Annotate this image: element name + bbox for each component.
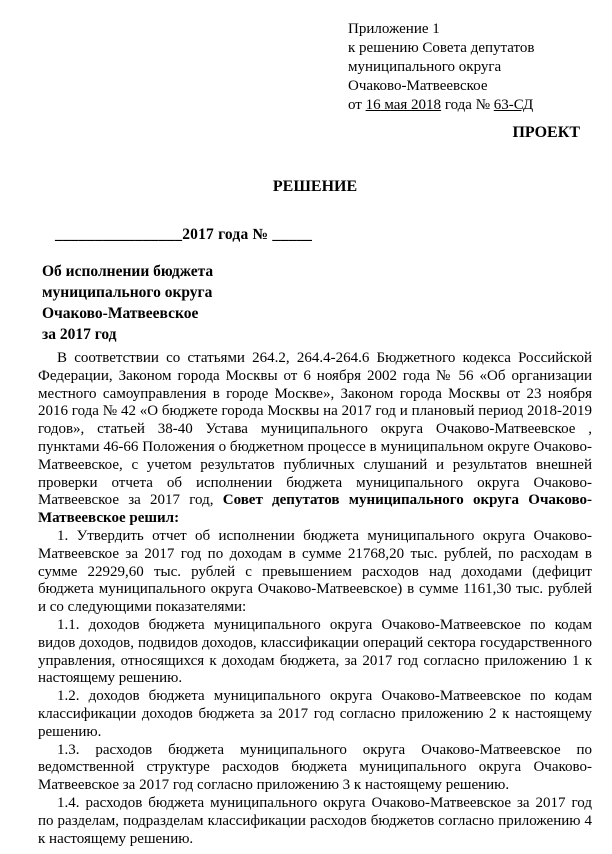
item-1-3-paragraph: 1.3. расходов бюджета муниципального округа Очаково-Матвеевское по ведомственной структуре расходов бюджета муниципального округа Очаково-Матвеевское за 2017 год согласно приложению 3 к настоящему решению. — [38, 741, 592, 794]
intro-resolution-bold: Совет депутатов муниципального округа Очаково-Матвеевское решил: — [38, 492, 592, 527]
subject-line: Об исполнении бюджета — [42, 263, 214, 280]
annex-date-line — [348, 96, 592, 115]
item-1-1-paragraph: 1.1. доходов бюджета муниципального округа Очаково-Матвеевское по кодам видов доходов, подвидов доходов, классификации операций сектора государственного управления, относящихся к доходам бюджета, за 2017 год согласно приложению 1 к настоящему решению. — [38, 616, 592, 687]
subject-line: Очаково-Матвеевское — [42, 305, 199, 322]
intro-text: В соответствии со статьями 264.2, 264.4-264.6 Бюджетного кодекса Российской Федерации, Законом города Москвы от 6 ноября 2002 года № 56 «Об организации местного самоуправления в городе Москве», Законом города Москвы от 23 ноября 2016 года № 42 «О бюджете города Москвы на 2017 год и плановый период 2018-2019 годов», статьей 38-40 Устава муниципального округа Очаково-Матвеевское , пунктами 46-66 Положения о бюджетном процессе в муниципальном округе Очаково-Матвеевское, с учетом результатов публичных слушаний и результатов внешней проверки отчета об исполнении бюджета муниципального округа Очаково-Матвеевское за 2017 год, — [38, 350, 592, 509]
subject-block — [42, 261, 592, 345]
annex-line: Приложение 1 — [348, 21, 440, 37]
date-year-text: 2017 года № — [182, 226, 273, 243]
intro-paragraph — [38, 350, 592, 528]
annex-date-middle: года № — [441, 97, 494, 113]
date-blank-line — [38, 224, 592, 245]
item-1-paragraph: 1. Утвердить отчет об исполнении бюджета муниципального округа Очаково-Матвеевское за 2017 год по доходам в сумме 21768,20 тыс. рублей, по расходам в сумме 22929,60 тыс. рублей с превышением расходов над доходами (дефицит бюджета муниципального округа Очаково-Матвеевское) в сумме 1161,30 тыс. рублей и со следующими показателями: — [38, 527, 592, 616]
document-title: РЕШЕНИЕ — [272, 178, 358, 195]
annex-block — [348, 20, 592, 115]
annex-doc-number: 63-СД — [493, 97, 534, 113]
item-1-2-paragraph: 1.2. доходов бюджета муниципального округа Очаково-Матвеевское по кодам классификации доходов бюджета за 2017 год согласно приложению 2 к настоящему решению. — [38, 688, 592, 740]
annex-line: муниципального округа — [348, 59, 502, 75]
annex-line: к решению Совета депутатов — [348, 40, 535, 56]
draft-label: ПРОЕКТ — [512, 124, 580, 141]
annex-line: Очаково-Матвеевское — [348, 78, 488, 94]
item-1-4-paragraph: 1.4. расходов бюджета муниципального округа Очаково-Матвеевское за 2017 год по разделам, подразделам классификации расходов бюджетов согласно приложению 4 к настоящему решению. — [38, 794, 592, 847]
subject-line: муниципального округа — [42, 284, 213, 301]
date-blank-end: _____ — [272, 226, 313, 243]
annex-date-value: 16 мая 2018 — [365, 97, 442, 113]
annex-date-prefix: от — [348, 97, 366, 113]
subject-line: за 2017 год — [42, 326, 117, 343]
date-blank-start: ________________ — [55, 226, 183, 243]
